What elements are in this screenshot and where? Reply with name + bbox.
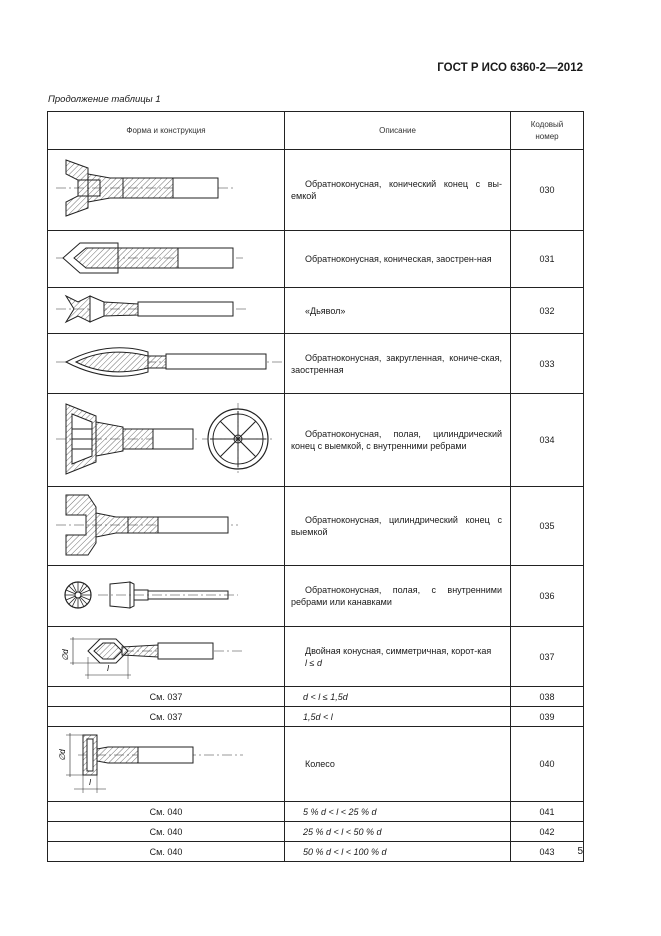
standard-designation: ГОСТ Р ИСО 6360-2—2012 <box>437 62 583 74</box>
bur-033-icon <box>48 334 285 394</box>
row-description: Обратноконусная, цилиндрический конец с выемкой <box>285 487 511 566</box>
table-row <box>48 487 584 566</box>
table-row <box>48 822 584 842</box>
bur-030-icon <box>48 150 285 231</box>
table-row <box>48 150 584 231</box>
row-code: 037 <box>511 627 584 687</box>
table-row <box>48 394 584 487</box>
row-description: Обратноконусная, полая, цилиндрический конец с выемкой, с внутренними ребрами <box>285 394 511 487</box>
bur-036-icon <box>48 566 285 627</box>
page-number: 5 <box>577 846 583 857</box>
row-code: 033 <box>511 334 584 394</box>
column-header-code: Кодовый номер <box>511 112 584 150</box>
row-condition: 1,5d < l <box>285 707 511 727</box>
row-description: Двойная конусная, симметричная, корот-кая l ≤ d <box>285 627 511 687</box>
row-code: 030 <box>511 150 584 231</box>
row-reference: См. 040 <box>48 802 285 822</box>
column-header-shape: Форма и конструкция <box>48 112 285 150</box>
column-header-description: Описание <box>285 112 511 150</box>
table-header-row <box>48 112 584 150</box>
bur-032-icon <box>48 288 285 334</box>
bur-shapes-table <box>47 111 584 862</box>
row-code: 032 <box>511 288 584 334</box>
table-row <box>48 707 584 727</box>
row-condition: d < l ≤ 1,5d <box>285 687 511 707</box>
table-row <box>48 687 584 707</box>
table-row <box>48 627 584 687</box>
bur-031-icon <box>48 231 285 288</box>
table-row <box>48 802 584 822</box>
bur-037-icon <box>48 627 285 687</box>
table-row <box>48 334 584 394</box>
row-description: Обратноконусная, коническая, заострен-ная <box>285 231 511 288</box>
row-code: 042 <box>511 822 584 842</box>
table-continuation-caption: Продолжение таблицы 1 <box>48 94 161 105</box>
row-code: 039 <box>511 707 584 727</box>
bur-040-icon <box>48 727 285 802</box>
table-row <box>48 727 584 802</box>
row-reference: См. 040 <box>48 842 285 862</box>
row-code: 038 <box>511 687 584 707</box>
row-code: 034 <box>511 394 584 487</box>
dim-length-label: l <box>107 664 109 673</box>
bur-034-icon <box>48 394 285 487</box>
row-condition: 5 % d < l < 25 % d <box>285 802 511 822</box>
bur-035-icon <box>48 487 285 566</box>
table-row <box>48 231 584 288</box>
row-code: 041 <box>511 802 584 822</box>
row-description: Колесо <box>285 727 511 802</box>
row-reference: См. 037 <box>48 707 285 727</box>
row-condition: 25 % d < l < 50 % d <box>285 822 511 842</box>
row-description: Обратноконусная, полая, с внутренними ребрами или канавками <box>285 566 511 627</box>
dim-length-label: l <box>89 778 91 787</box>
row-code: 036 <box>511 566 584 627</box>
dim-diameter-label: ∅d <box>61 649 70 661</box>
row-reference: См. 040 <box>48 822 285 842</box>
row-code: 040 <box>511 727 584 802</box>
row-condition: l ≤ d <box>305 657 322 668</box>
table-row <box>48 288 584 334</box>
row-code: 035 <box>511 487 584 566</box>
row-reference: См. 037 <box>48 687 285 707</box>
row-description: Обратноконусная, закругленная, кониче-ская, заостренная <box>285 334 511 394</box>
dim-diameter-label: ∅d <box>58 749 67 761</box>
row-code: 031 <box>511 231 584 288</box>
row-description: Обратноконусная, конический конец с вы-емкой <box>285 150 511 231</box>
table-row <box>48 566 584 627</box>
row-code: 043 <box>511 842 584 862</box>
row-description: «Дьявол» <box>285 288 511 334</box>
table-row <box>48 842 584 862</box>
row-condition: 50 % d < l < 100 % d <box>285 842 511 862</box>
